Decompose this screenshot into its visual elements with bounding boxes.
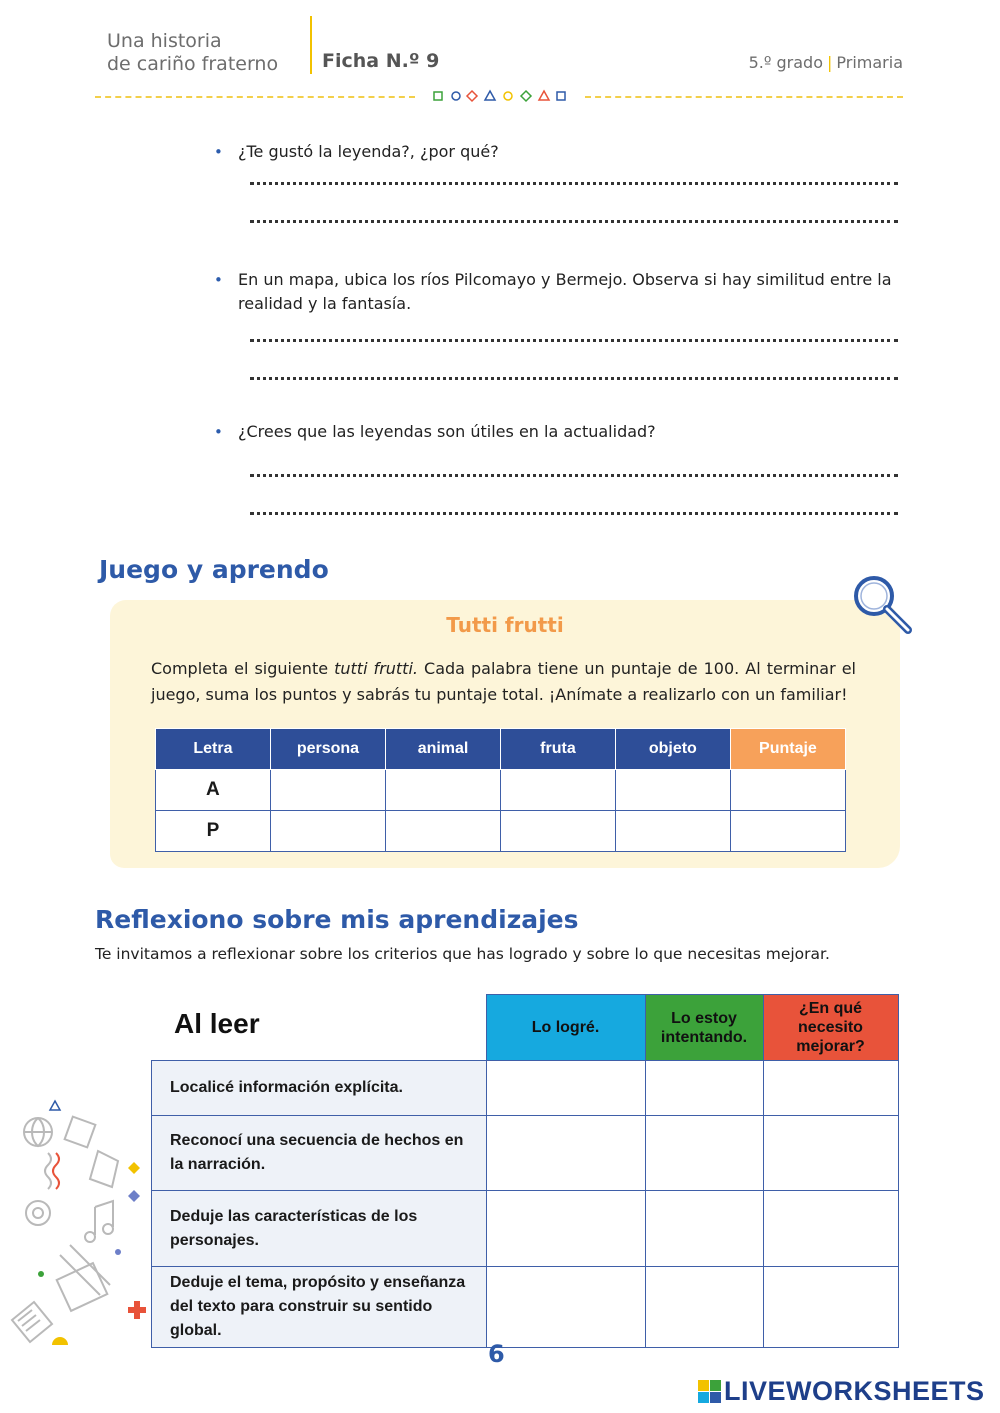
- criterion-cell: Deduje el tema, propósito y enseñanza del texto para construir su sentido global.: [152, 1267, 487, 1348]
- column-header-mejorar: [763, 995, 898, 1061]
- check-cell[interactable]: [645, 1116, 763, 1191]
- column-header-objeto: objeto: [615, 729, 730, 770]
- table-row: [156, 770, 846, 811]
- question-text: En un mapa, ubica los ríos Pilcomayo y Bermejo. Observa si hay similitud entre la realidad y la fantasía.: [238, 270, 892, 313]
- header-line: intentando.: [660, 1028, 748, 1046]
- column-header-puntaje: Puntaje: [730, 729, 845, 770]
- al-leer-title: Al leer: [174, 1008, 260, 1039]
- check-cell[interactable]: [763, 1267, 898, 1348]
- check-cell[interactable]: [763, 1191, 898, 1267]
- header-dash-right: [585, 96, 903, 98]
- check-cell[interactable]: [486, 1191, 645, 1267]
- answer-line[interactable]: [250, 512, 898, 515]
- answer-line[interactable]: [250, 339, 898, 342]
- column-header-lo-logre: Lo logré.: [486, 995, 645, 1061]
- column-header-animal: animal: [386, 729, 501, 770]
- juego-section-title: Juego y aprendo: [99, 555, 329, 584]
- desc-part: Cada palabra tiene un puntaje de 100. Al terminar el juego, suma los puntos y sabrás tu puntaje total. ¡Anímate a realizarlo con un familiar!: [151, 659, 857, 704]
- answer-line[interactable]: [250, 220, 898, 223]
- answer-cell[interactable]: [270, 811, 385, 852]
- column-header-persona: persona: [270, 729, 385, 770]
- criterion-cell: Deduje las características de los personajes.: [152, 1191, 487, 1267]
- question-item: [214, 268, 894, 316]
- letter-cell: P: [156, 811, 271, 852]
- check-cell[interactable]: [645, 1191, 763, 1267]
- tutti-frutti-title: Tutti frutti: [446, 613, 564, 637]
- liveworksheets-logo-icon: [698, 1380, 724, 1404]
- header-title-line1: Una historia: [107, 30, 222, 52]
- check-cell[interactable]: [645, 1267, 763, 1348]
- decorative-doodles-icon: [0, 1095, 150, 1395]
- column-header-fruta: fruta: [501, 729, 616, 770]
- bullet-icon: •: [214, 143, 223, 161]
- check-cell[interactable]: [763, 1061, 898, 1116]
- header-title: [107, 30, 278, 76]
- answer-cell[interactable]: [270, 770, 385, 811]
- header-line: mejorar?: [796, 1038, 865, 1055]
- check-cell[interactable]: [645, 1061, 763, 1116]
- page-number: 6: [488, 1340, 505, 1368]
- answer-line[interactable]: [250, 182, 898, 185]
- answer-line[interactable]: [250, 377, 898, 380]
- tutti-frutti-description: [151, 656, 856, 708]
- letter-cell: A: [156, 770, 271, 811]
- answer-cell[interactable]: [501, 770, 616, 811]
- table-row: [152, 1191, 899, 1267]
- table-row: [152, 1267, 899, 1348]
- criterion-cell: Reconocí una secuencia de hechos en la narración.: [152, 1116, 487, 1191]
- level-label: Primaria: [836, 53, 903, 72]
- column-header-letra: Letra: [156, 729, 271, 770]
- desc-part: Completa el siguiente: [151, 659, 335, 678]
- check-cell[interactable]: [763, 1116, 898, 1191]
- answer-cell[interactable]: [615, 770, 730, 811]
- reflexiono-intro: Te invitamos a reflexionar sobre los criterios que has logrado y sobre lo que necesitas mejorar.: [95, 945, 830, 963]
- bullet-icon: •: [214, 423, 223, 441]
- table-row: [152, 1061, 899, 1116]
- question-item: [214, 420, 894, 444]
- bullet-icon: •: [214, 271, 223, 289]
- criterion-cell: Localicé información explícita.: [152, 1061, 487, 1116]
- header-dash-left: [95, 96, 415, 98]
- question-text: ¿Crees que las leyendas son útiles en la actualidad?: [238, 422, 656, 441]
- grade-level: 5.º grado | Primaria: [748, 53, 903, 72]
- desc-italic: tutti frutti.: [334, 659, 418, 678]
- check-cell[interactable]: [486, 1116, 645, 1191]
- answer-cell[interactable]: [386, 811, 501, 852]
- header-line: necesito: [798, 1019, 863, 1036]
- column-header-intentando: [645, 995, 763, 1061]
- answer-cell[interactable]: [615, 811, 730, 852]
- answer-cell[interactable]: [501, 811, 616, 852]
- check-cell[interactable]: [486, 1061, 645, 1116]
- answer-line[interactable]: [250, 474, 898, 477]
- tutti-frutti-table: [155, 728, 846, 852]
- score-cell[interactable]: [730, 811, 845, 852]
- header-title-line2: de cariño fraterno: [107, 53, 279, 75]
- header-shapes-icon: [432, 89, 567, 103]
- grade-label: 5.º grado: [748, 53, 823, 72]
- question-text: ¿Te gustó la leyenda?, ¿por qué?: [238, 142, 499, 161]
- check-cell[interactable]: [486, 1267, 645, 1348]
- evaluation-table: [151, 994, 899, 1348]
- table-row: [156, 811, 846, 852]
- score-cell[interactable]: [730, 770, 845, 811]
- question-item: [214, 140, 894, 164]
- answer-cell[interactable]: [386, 770, 501, 811]
- ficha-label: Ficha N.º 9: [322, 50, 440, 72]
- brand-name[interactable]: LIVEWORKSHEETS: [724, 1376, 985, 1406]
- header-line: Lo estoy: [671, 1009, 737, 1027]
- header-line: ¿En qué: [798, 1000, 863, 1017]
- reflexiono-section-title: Reflexiono sobre mis aprendizajes: [95, 905, 579, 934]
- header-separator: [310, 16, 312, 74]
- table-row: [152, 1116, 899, 1191]
